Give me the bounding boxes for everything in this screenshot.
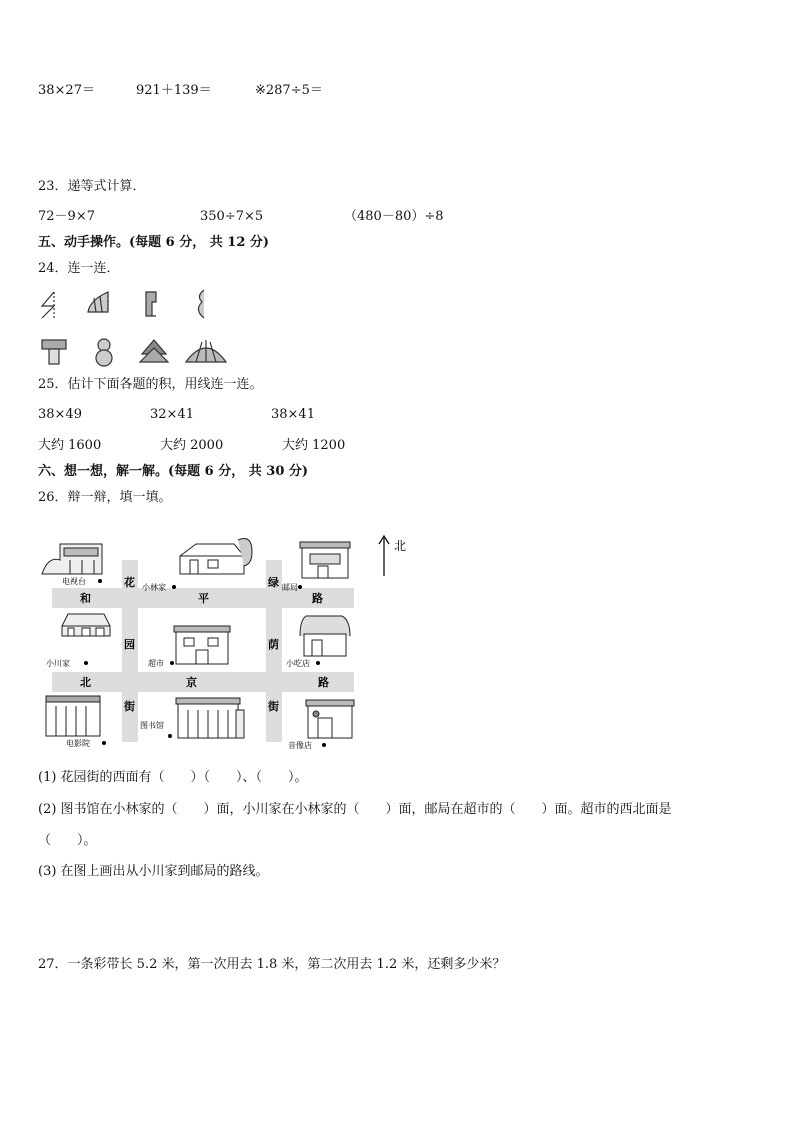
- cinema-icon: [46, 696, 100, 736]
- heping-char-2: 平: [198, 592, 209, 605]
- post-office-icon: [300, 542, 350, 578]
- music-store-icon: [306, 700, 354, 738]
- library-label: 图书馆: [140, 721, 164, 730]
- q24-half-shapes: [36, 286, 216, 322]
- q26-sub-2-cont: （ ）。: [38, 833, 97, 848]
- lvyin-char-1: 绿: [268, 576, 279, 589]
- q26-sub-1: (1) 花园街的西面有（ ）（ ）、（ ）。: [38, 770, 308, 785]
- xiaochuan-home-label: 小川家: [46, 659, 70, 668]
- tree-triangle-icon: [140, 340, 168, 362]
- supermarket-icon: [174, 626, 230, 664]
- huayuan-char-1: 花: [124, 576, 135, 589]
- q24-full-shapes: [36, 334, 246, 368]
- cinema-label: 电影院: [66, 739, 90, 748]
- heping-char-1: 和: [80, 592, 91, 605]
- mushroom-icon: [42, 340, 66, 364]
- lvyin-char-2: 荫: [268, 638, 279, 651]
- huayuan-char-3: 街: [124, 700, 135, 713]
- beijing-char-1: 北: [80, 676, 91, 689]
- tv-station-label: 电视台: [62, 577, 86, 586]
- half-zigzag-icon: [42, 292, 54, 318]
- music-store-label: 音像店: [288, 741, 312, 750]
- q25-estimate-2: 大约 2000: [160, 438, 224, 453]
- q23-expr-3: （480－80）÷8: [344, 209, 444, 224]
- q25-product-1: 38×49: [38, 407, 82, 422]
- half-umbrella-icon: [88, 292, 108, 312]
- q25-estimate-3: 大约 1200: [282, 438, 346, 453]
- xiaolin-home-icon: [180, 539, 252, 575]
- q24-title: 24．连一连．: [38, 261, 120, 276]
- library-icon: [176, 698, 244, 738]
- lvyin-char-3: 街: [268, 700, 279, 713]
- snack-shop-label: 小吃店: [286, 659, 310, 668]
- huayuan-char-2: 园: [124, 638, 135, 651]
- beijing-char-3: 路: [318, 676, 329, 689]
- q27-question: 27．一条彩带长 5.2 米，第一次用去 1.8 米，第二次用去 1.2 米，还剩多少米？: [38, 957, 506, 972]
- beijing-char-2: 京: [186, 676, 197, 689]
- supermarket-label: 超市: [148, 659, 164, 668]
- half-mushroom-icon: [146, 292, 156, 316]
- street-beijing-road: [52, 672, 354, 692]
- q26-sub-2: (2) 图书馆在小林家的（ ）面，小川家在小林家的（ ）面，邮局在超市的（ ）面。超市的西北面是: [38, 802, 672, 817]
- post-office-label: 邮局: [282, 583, 298, 592]
- section-6-heading: 六、想一想，解一解。(每题 6 分， 共 30 分): [38, 464, 309, 479]
- heping-char-3: 路: [312, 592, 323, 605]
- q26-title: 26．辩一辩，填一填。: [38, 490, 172, 505]
- expr-921-plus-139: 921＋139＝: [136, 83, 212, 98]
- north-label: 北: [394, 539, 407, 553]
- section-5-heading: 五、动手操作。(每题 6 分， 共 12 分): [38, 235, 270, 250]
- q25-estimate-1: 大约 1600: [38, 438, 102, 453]
- umbrella-icon: [186, 340, 226, 362]
- q26-sub-3: (3) 在图上画出从小川家到邮局的路线。: [38, 864, 269, 879]
- xiaolin-home-label: 小林家: [142, 583, 166, 592]
- xiaochuan-home-icon: [62, 614, 110, 636]
- q25-product-3: 38×41: [271, 407, 315, 422]
- q25-title: 25．估计下面各题的积，用线连一连。: [38, 377, 263, 392]
- expr-287-div-5: ※287÷5＝: [255, 83, 323, 98]
- gourd-icon: [96, 339, 112, 366]
- q23-expr-1: 72－9×7: [38, 209, 95, 224]
- tv-station-icon: [42, 544, 102, 574]
- q23-title: 23．递等式计算．: [38, 179, 146, 194]
- snack-shop-icon: [300, 616, 350, 656]
- expr-38x27: 38×27＝: [38, 83, 95, 98]
- half-gourd-icon: [198, 290, 204, 318]
- q25-product-2: 32×41: [150, 407, 194, 422]
- q23-expr-2: 350÷7×5: [200, 209, 264, 224]
- street-map: [38, 530, 418, 752]
